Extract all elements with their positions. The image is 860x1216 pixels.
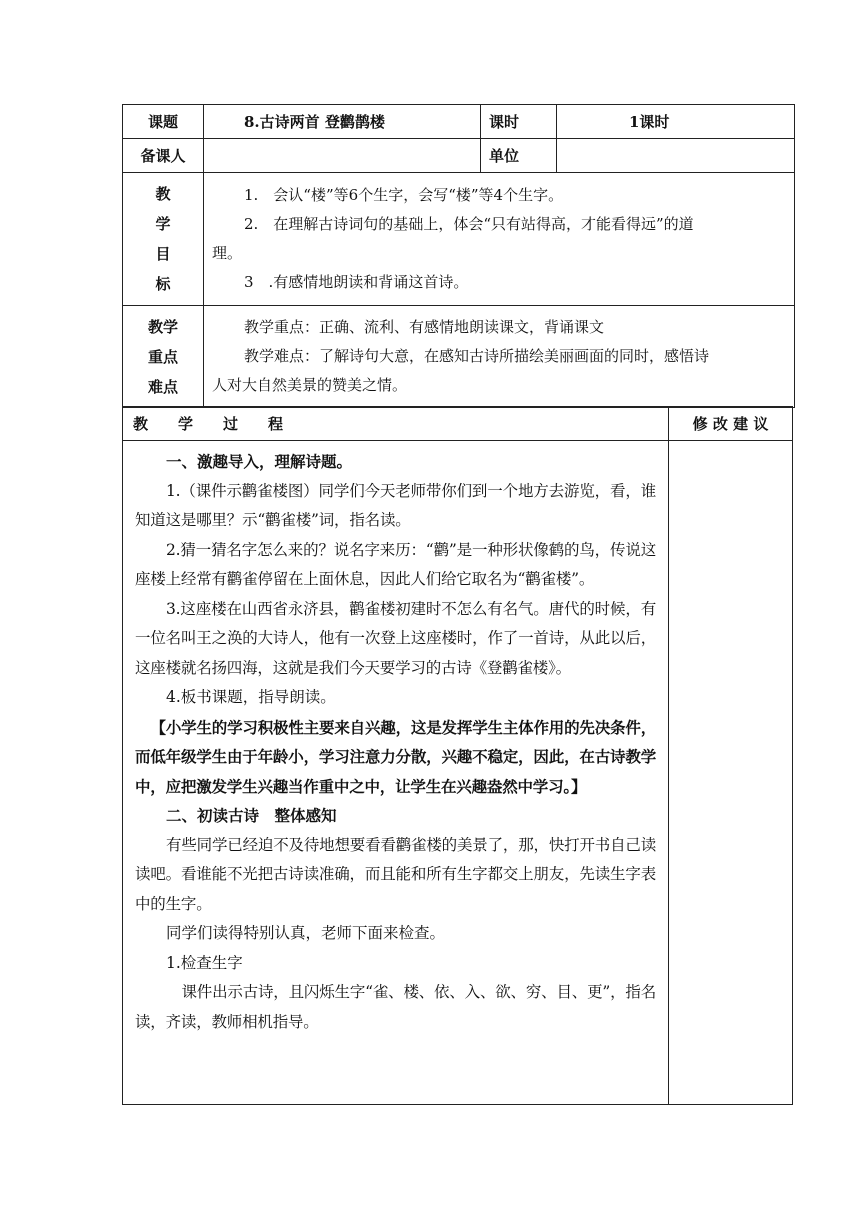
focus-difficulty: 教学难点：了解诗句大意，在感知古诗所描绘美丽画面的同时，感悟诗	[244, 347, 710, 365]
teaching-note: 【小学生的学习积极性主要来自兴趣，这是发挥学生主体作用的先决条件，而低年级学生由于年龄小，学习注意力分散，兴趣不稳定，因此，在古诗教学中，应把激发学生兴趣当作重中之中，让学生在兴趣盎然中学习。】	[135, 717, 656, 796]
unit-label: 单位	[481, 139, 557, 173]
paragraph: 4.板书课题，指导朗读。	[166, 688, 336, 706]
objectives-label-char: 学	[155, 215, 171, 233]
objective-item: 3 .有感情地朗读和背诵这首诗。	[244, 273, 469, 291]
process-content	[123, 441, 669, 1105]
focus-key-point: 教学重点：正确、流利、有感情地朗读课文，背诵课文	[244, 318, 605, 336]
paragraph: 课件出示古诗，且闪烁生字“雀、楼、依、入、欲、穷、目、更”，指名读，齐读，教师相机指导。	[135, 983, 656, 1031]
topic-label: 课题	[123, 105, 204, 139]
period-value: 1课时	[557, 105, 795, 139]
unit-value	[557, 139, 795, 173]
focus-label-line: 难点	[147, 377, 178, 396]
paragraph: 3.这座楼在山西省永济县，鹳雀楼初建时不怎么有名气。唐代的时候，有一位名叫王之涣的大诗人，他有一次登上这座楼时，作了一首诗，从此以后，这座楼就名扬四海，这就是我们今天要学习的古诗《登鹳雀楼》。	[135, 599, 656, 677]
focus-content	[204, 306, 795, 408]
focus-label	[123, 306, 204, 408]
revision-suggestions	[669, 441, 793, 1105]
objectives-label-char: 目	[155, 245, 171, 263]
focus-label-line: 教学	[147, 317, 178, 336]
paragraph: 有些同学已经迫不及待地想要看看鹳雀楼的美景了，那，快打开书自己读读吧。看谁能不光把古诗读准确，而且能和所有生字都交上朋友，先读生字表中的生字。	[135, 835, 656, 913]
objective-item: 2. 在理解古诗词句的基础上，体会“只有站得高，才能看得远”的道	[244, 215, 694, 233]
focus-difficulty-cont: 人对大自然美景的赞美之情。	[212, 376, 408, 394]
objectives-content	[204, 173, 795, 306]
lesson-info-table	[122, 104, 795, 408]
objectives-label	[123, 173, 204, 306]
objective-item: 理。	[212, 244, 243, 262]
subheading: 1.检查生字	[166, 953, 243, 972]
topic-value: 8.古诗两首 登鹳鹊楼	[204, 105, 481, 139]
process-header: 教 学 过 程	[123, 407, 669, 441]
focus-label-line: 重点	[147, 347, 178, 366]
paragraph: 同学们读得特别认真，老师下面来检查。	[166, 924, 446, 942]
objective-item: 1. 会认“楼”等6个生字，会写“楼”等4个生字。	[244, 186, 564, 204]
preparer-label: 备课人	[123, 139, 204, 173]
period-label: 课时	[481, 105, 557, 139]
revision-header: 修 改 建 议	[669, 407, 793, 441]
paragraph: 2.猜一猜名字怎么来的？说名字来历：“鹳”是一种形状像鹤的鸟，传说这座楼上经常有鹳雀停留在上面休息，因此人们给它取名为“鹳雀楼”。	[135, 540, 656, 588]
section-title: 一、激趣导入，理解诗题。	[166, 452, 353, 471]
objectives-label-char: 标	[155, 275, 171, 293]
objectives-label-char: 教	[155, 185, 171, 203]
teaching-process-table	[122, 406, 793, 1105]
section-title: 二、初读古诗 整体感知	[166, 806, 337, 825]
preparer-value	[204, 139, 481, 173]
paragraph: 1.（课件示鹳雀楼图）同学们今天老师带你们到一个地方去游览，看，谁知道这是哪里？示“鹳雀楼”词，指名读。	[135, 481, 656, 529]
